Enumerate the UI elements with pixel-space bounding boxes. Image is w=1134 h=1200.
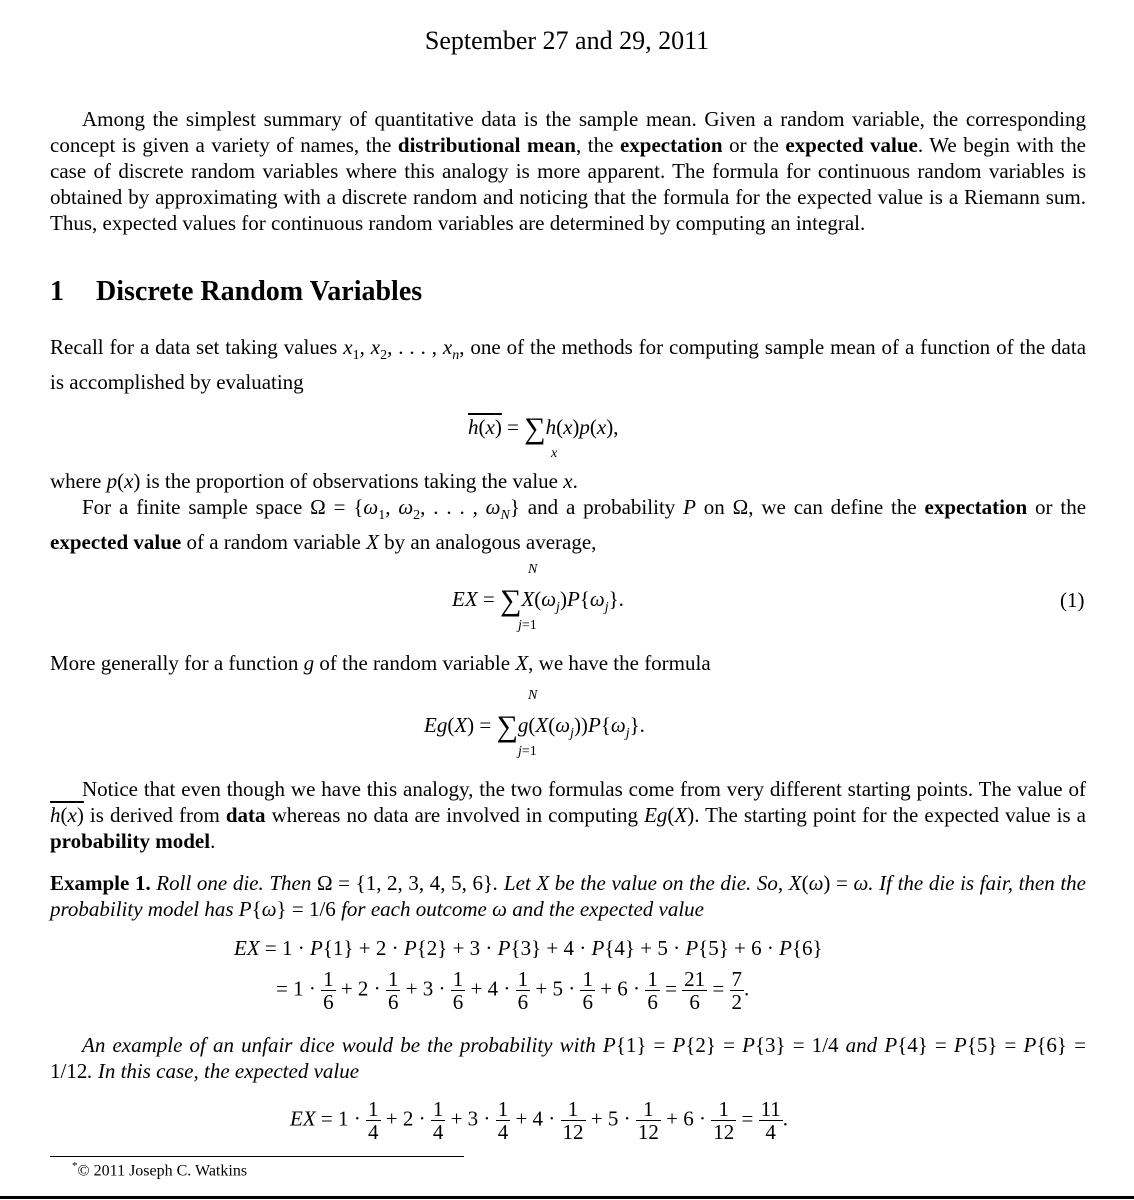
equation-expectation: EX = $\sum X(\omega_j)P\{\omega_j\}$. N j=1 — [452, 562, 624, 633]
notice-paragraph: Notice that even though we have this analogy, the two formulas come from very different starting points. The value of $\overline{h}(\overline{x})$ is derived from data whereas no data are involved in computing Eg(X). The starting point for the expected value is a probability model. — [50, 777, 1086, 853]
finite-text-2: and a probability — [519, 495, 684, 519]
finite-text-6: of a random variable — [181, 530, 367, 555]
example-label: Example 1. — [50, 871, 151, 895]
finite-bold-expected-value: expected value — [50, 530, 182, 555]
recall-text-1: Recall for a data set taking values — [50, 335, 344, 359]
footnote — [72, 1160, 247, 1180]
document-date: September 27 and 29, 2011 — [424, 26, 710, 55]
intro-bold-expectation: expectation — [619, 133, 723, 157]
finite-text-1: For a finite sample space — [82, 495, 311, 519]
recall-paragraph: Recall for a data set taking values $x_1$, $x_2$, . . . , $x_n$, one of the methods for computing sample mean of a function of the data is accomplished by evaluating — [50, 335, 1087, 395]
recall-text-2: , one of the methods for computing sample mean of a function of the data is accomplished by evaluating — [50, 335, 1087, 395]
unfair-text-2: and — [838, 1033, 885, 1057]
equation-fair-die-line-2: = 1 · $\frac{1}{6}$ + 2 · $\frac{1}{6}$ + 3 · $\frac{1}{6}$ + 4 · $\frac{1}{6}$ + 5 · $\frac{1}{6}$ + 6 · $\frac{1}{6}$ = $\frac{21}{6}$ = $\frac{7}{2}$ . — [276, 967, 750, 1014]
page-bottom-border — [0, 1196, 1134, 1199]
notice-bold-data: data — [225, 803, 266, 827]
notice-text-2: is derived from — [83, 803, 226, 827]
where-text-1: where — [50, 469, 107, 493]
where-text-2: is the proportion of observations taking the value — [140, 469, 564, 493]
unfair-text-1: An example of an unfair dice would be the probability with — [82, 1033, 603, 1057]
finite-text-3: on — [695, 495, 733, 519]
example-text-3: be the value on the die. So, — [549, 871, 789, 895]
intro-bold-expected-value: expected value — [785, 133, 918, 157]
notice-text-5: . — [210, 829, 216, 853]
unfair-die-paragraph: An example of an unfair dice would be the probability with P{1} = P{2} = P{3} = 1/4 and P{4} = P{5} = P{6} = 1/12. In this case, the expected value — [50, 1033, 1086, 1083]
intro-text-1: Among the simplest summary of quantitative data is the sample mean. Given a random variable, the corresponding concept is given a variety of names, the — [50, 107, 1086, 157]
equation-unfair-die: EX = 1 · $\frac{1}{4}$ + 2 · $\frac{1}{4}$ + 3 · $\frac{1}{4}$ + 4 · $\frac{1}{12}$ + 5 · $\frac{1}{12}$ + 6 · $\frac{1}{12}$ = $\frac{11}{4}$ . — [290, 1097, 789, 1144]
finite-text-7: by an analogous average, — [378, 530, 597, 555]
notice-text-4: . The starting point for the expected value is a — [694, 803, 1086, 827]
notice-text-1: Notice that even though we have this analogy, the two formulas come from very different starting points. The value of — [82, 777, 1086, 801]
intro-text-4: . We begin with the case of discrete random variables where this analogy is more apparent. The formula for continuous random variables is obtained by approximating with a discrete random and noticing that the formula for the expected value is a Riemann sum. Thus, expected values for continuous random variables are determined by computing an integral. — [50, 133, 1086, 235]
general-formula-line: More generally for a function g of the random variable X, we have the formula — [50, 651, 711, 675]
general-text-2: of the random variable — [314, 651, 516, 675]
section-title: Discrete Random Variables — [96, 276, 423, 307]
section-number: 1 — [50, 276, 64, 307]
finite-text-4: , we can define the — [748, 495, 925, 519]
intro-text-3: or the — [722, 133, 786, 157]
example-paragraph: Example 1. Roll one die. Then Ω = {1, 2, 3, 4, 5, 6}. Let X be the value on the die. So, X(ω) = ω. If the die is fair, then the probability model has P{ω} = 1/6 for each outcome ω and the expected value — [50, 871, 1086, 921]
example-text-1: Roll one die. Then — [150, 871, 317, 895]
example-text-2: . Let — [493, 871, 537, 895]
general-text-1: More generally for a function — [50, 651, 304, 675]
notice-bold-probability-model: probability model — [50, 829, 211, 853]
finite-text-5: or the — [1027, 495, 1087, 519]
finite-bold-expectation: expectation — [924, 495, 1028, 519]
footnote-text: © 2011 Joseph C. Watkins — [77, 1162, 248, 1180]
finite-space-paragraph: For a finite sample space $\Omega = \{\omega_1$, $\omega_2$, . . . , $\omega_N$} and a probability P on Ω, we can define the expectation or the expected value of a random variable X by an analogous average, — [50, 495, 1087, 555]
example-text-4: . If the die is fair, then the probability model has — [50, 871, 1086, 921]
equation-fair-die-line-1: EX = 1 · P{1} + 2 · P{2} + 3 · P{3} + 4 · P{4} + 5 · P{5} + 6 · P{6} — [234, 936, 823, 960]
intro-bold-distributional-mean: distributional mean — [397, 133, 576, 157]
footnote-mark: * — [72, 1160, 78, 1172]
unfair-text-3: . In this case, the expected value — [87, 1059, 360, 1083]
intro-text-2: , the — [575, 133, 620, 157]
example-text-5: for each outcome — [335, 897, 493, 921]
example-text-6: and the expected value — [506, 897, 705, 921]
notice-text-3: whereas no data are involved in computing — [265, 803, 645, 827]
equation-sample-mean: $\overline{h}(\overline{x}) = \sum h(x)p(x)$, x — [468, 412, 619, 461]
section-heading — [50, 276, 422, 308]
where-line: where p(x) is the proportion of observations taking the value x. — [50, 469, 578, 493]
general-text-3: , we have the formula — [528, 651, 711, 675]
equation-function-expectation: $Eg(X) = \sum g(X(\omega_j))P\{\omega_j\}$. N j=1 — [424, 688, 645, 759]
math-values: x — [343, 335, 353, 359]
equation-number: (1) — [1060, 588, 1085, 612]
intro-paragraph — [50, 106, 1086, 236]
footnote-rule — [50, 1156, 464, 1157]
